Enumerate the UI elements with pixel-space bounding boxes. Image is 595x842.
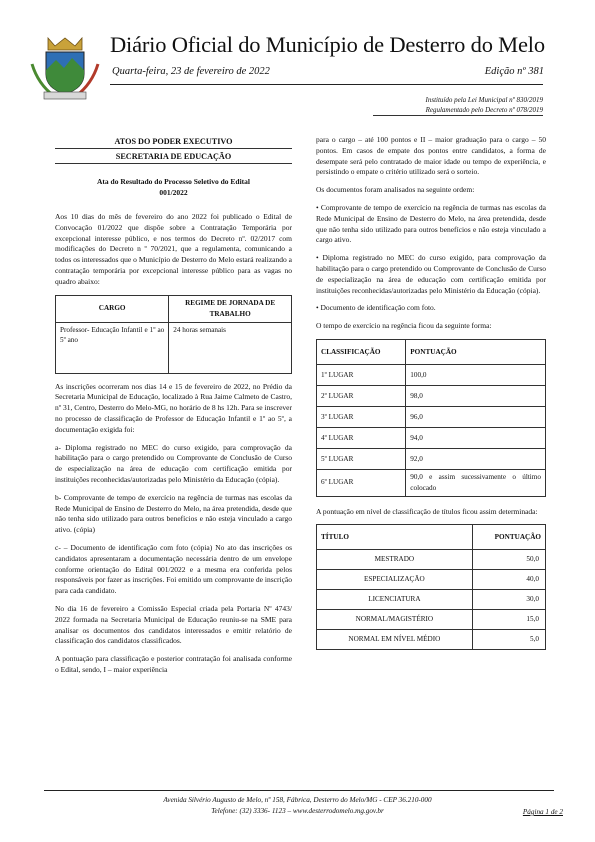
table-row <box>317 427 546 448</box>
paragraph: Aos 10 dias do mês de fevereiro do ano 2022 foi publicado o Edital de Convocação 01/2022 que dispõe sobre a Contratação Temporária por excepcional interesse público, e nos termos do Decreto nº. 02/2017 com modificações do Decreto n º 70/2021, que a regulamenta, comunicando a todos os interessados que o Município de Desterro do Melo estará realizando a contratação temporária por excepcional interesse público para as vagas no quadro abaixo: <box>55 212 292 286</box>
table-row <box>317 469 546 496</box>
paragraph: A pontuação em nível de classificação de títulos ficou assim determinada: <box>316 506 538 516</box>
left-column <box>55 135 292 683</box>
regulation-decree: Regulamentado pelo Decreto nº 078/2019 <box>425 106 543 114</box>
footer-divider <box>44 790 554 791</box>
table-cell: 15,0 <box>472 610 545 630</box>
table-cell: 98,0 <box>406 385 546 406</box>
table-cell: 96,0 <box>406 406 546 427</box>
table-cell: LICENCIATURA <box>317 590 473 610</box>
edition-number: Edição nº 381 <box>484 66 544 77</box>
bullet-item: • Documento de identificação com foto. <box>316 303 436 313</box>
paragraph: As inscrições ocorreram nos dias 14 e 15 de fevereiro de 2022, no Prédio da Secretaria Municipal de Educação, localizado à Rua Jaime Calmeto de Castro, nº 31, Centro, Desterro do Melo-MG, no horário de 8 hs 12h. Para se inscrever no processo de classificação de Professor de Educação Infantil e 1º ao 5º, a documentação exigida foi: <box>55 381 292 434</box>
table-cell: 50,0 <box>472 550 545 570</box>
right-column <box>316 135 546 650</box>
paragraph: c- – Documento de identificação com foto (cópia) No ato das inscrições os candidatos apresentaram a documentação necessária dentro de um envelope conforme orientação do Edital 001/2022 e a mesma era conferida pelos responsáveis por fazer as inscrições. Foi emitido um comprovante de inscrição para cada candidato. <box>55 542 292 596</box>
table-header: CARGO <box>56 295 169 322</box>
bullet-item: • Diploma registrado no MEC do curso exigido, para comprovação da habilitação para o cargo pretendido ou Comprovante de Conclusão de Curso de especialização na área de educação com certificação emitida por instituições reconhecidas/autorizadas pelo Ministério da Educação (cópia). <box>316 253 546 295</box>
table-cell: 94,0 <box>406 427 546 448</box>
table-row <box>317 385 546 406</box>
position-table <box>55 295 292 374</box>
ata-title-line1: Ata do Resultado do Processo Seletivo do Edital <box>97 177 250 186</box>
table-cell: 92,0 <box>406 448 546 469</box>
table-cell: 4º LUGAR <box>317 427 406 448</box>
table-cell: NORMAL EM NÍVEL MÉDIO <box>317 630 473 650</box>
paragraph: b- Comprovante de tempo de exercício na regência de turmas nas escolas da Rede Municipal de Ensino de Desterro do Melo, na área pretendida, desde que não tenha sido utilizado para outros benefícios e não esteja vinculado a cargo ativo. (cópia) <box>55 492 292 535</box>
bullet-item: • Comprovante de tempo de exercício na regência de turmas nas escolas da Rede Municipal de Ensino de Desterro do Melo, na área pretendida, desde que não tenha sido utilizado para outros benefícios e não esteja vinculado a cargo ativo. <box>316 202 546 245</box>
institution-law: Instituído pela Lei Municipal nº 830/2019 <box>425 96 543 104</box>
table-header: CLASSIFICAÇÃO <box>317 339 406 364</box>
header-divider <box>110 84 543 85</box>
newspaper-title: Diário Oficial do Município de Desterro do Melo <box>110 32 545 57</box>
table-row <box>317 448 546 469</box>
table-row <box>317 590 546 610</box>
table-row <box>317 406 546 427</box>
table-header: TÍTULO <box>317 525 473 550</box>
address-line: Avenida Silvério Augusto de Melo, nº 158, Fábrica, Desterro do Melo/MG - CEP 36.210-000 <box>163 796 432 804</box>
table-cell: 40,0 <box>472 570 545 590</box>
table-cell: ESPECIALIZAÇÃO <box>317 570 473 590</box>
paragraph: para o cargo – até 100 pontos e II – maior graduação para o cargo – 50 pontos. Em casos de empate dos pontos entre candidatos, a forma de desempate será pelo contratado de maior idade ou tempo de experiência, e persistindo o empate o critério utilizado será o sorteio. <box>316 135 546 177</box>
table-cell: 100,0 <box>406 364 546 385</box>
publication-date: Quarta-feira, 23 de fevereiro de 2022 <box>112 66 270 77</box>
title-score-table <box>316 524 546 650</box>
table-cell: 5º LUGAR <box>317 448 406 469</box>
decree-underline <box>373 115 543 116</box>
table-header: REGIME DE JORNADA DE TRABALHO <box>169 295 292 322</box>
table-cell: 6º LUGAR <box>317 469 406 496</box>
table-cell: 2º LUGAR <box>317 385 406 406</box>
section-title-executive: ATOS DO PODER EXECUTIVO <box>55 135 292 149</box>
page-number: Página 1 de 2 <box>522 808 563 816</box>
table-header: PONTUAÇÃO <box>406 339 546 364</box>
table-cell: 30,0 <box>472 590 545 610</box>
paragraph: O tempo de exercício na regência ficou da seguinte forma: <box>316 321 492 331</box>
table-cell: 24 horas semanais <box>169 322 292 373</box>
paragraph: a- Diploma registrado no MEC do curso exigido, para comprovação da habilitação para o cargo pretendido ou Comprovante de Conclusão de Curso de especialização na área de educação com certificação emitida por instituições reconhecidas/autorizadas pelo Ministério da Educação (cópia). <box>55 442 292 484</box>
table-cell: 5,0 <box>472 630 545 650</box>
table-row <box>317 630 546 650</box>
experience-score-table <box>316 339 546 497</box>
table-cell: Professor- Educação Infantil e 1º ao 5º ano <box>56 322 169 373</box>
contact-line: Telefone: (32) 3336- 1123 – www.desterrodomelo.mg.gov.br <box>211 807 384 815</box>
ata-title <box>55 176 292 198</box>
municipal-coat-of-arms-icon <box>30 34 100 102</box>
table-row <box>317 550 546 570</box>
table-row <box>317 570 546 590</box>
table-row <box>317 364 546 385</box>
paragraph: A pontuação para classificação e posterior contratação foi analisada conforme o Edital, sendo, I – maior experiência <box>55 654 292 674</box>
table-header: PONTUAÇÃO <box>472 525 545 550</box>
section-header <box>55 135 292 164</box>
ata-title-line2: 001/2022 <box>159 188 188 197</box>
table-row <box>317 610 546 630</box>
table-cell: 90,0 e assim sucessivamente o último colocado <box>406 469 546 496</box>
paragraph: No dia 16 de fevereiro a Comissão Especial criada pela Portaria Nº 4743/ 2022 formada na Secretaria Municipal de Educação reuniu-se na SME para analisar os documentos dos candidatos interessados e emitir relatório de classificação dos candidatos classificados. <box>55 603 292 646</box>
table-cell: 3º LUGAR <box>317 406 406 427</box>
paragraph: Os documentos foram analisados na seguinte ordem: <box>316 185 475 195</box>
table-cell: MESTRADO <box>317 550 473 570</box>
footer-address <box>0 795 595 817</box>
table-cell: 1º LUGAR <box>317 364 406 385</box>
table-cell: NORMAL/MAGISTÉRIO <box>317 610 473 630</box>
section-title-education: SECRETARIA DE EDUCAÇÃO <box>55 150 292 164</box>
